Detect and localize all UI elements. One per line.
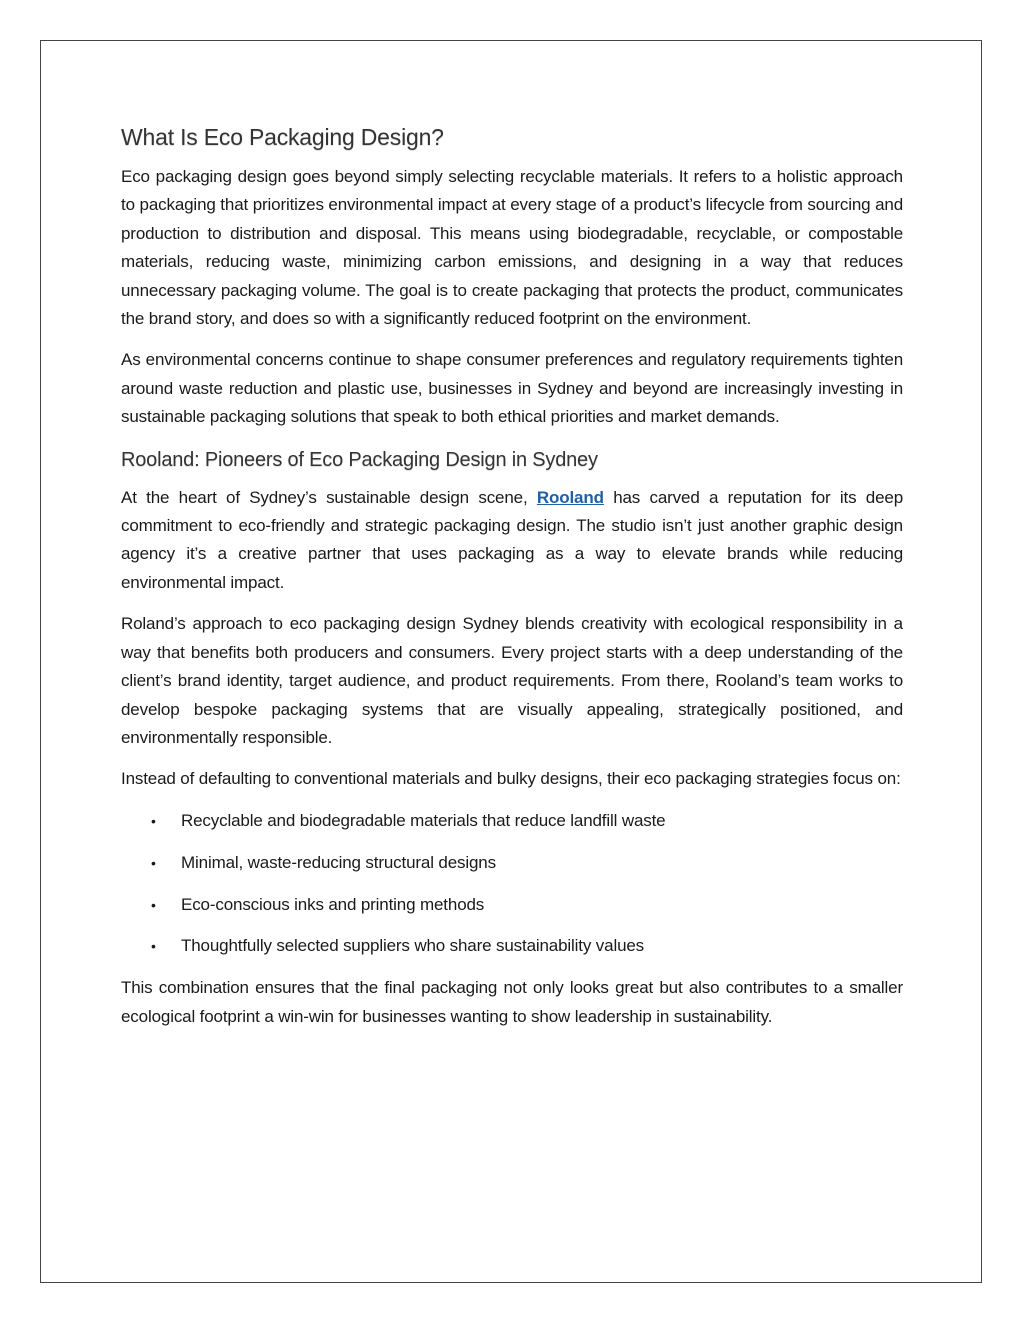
document-body — [121, 120, 903, 1044]
bullet-icon: • — [151, 938, 156, 955]
list-item — [121, 807, 903, 835]
heading-eco-packaging: What Is Eco Packaging Design? — [121, 124, 444, 150]
paragraph-definition: Eco packaging design goes beyond simply selecting recyclable materials. It refers to a holistic approach to packaging that prioritizes environmental impact at every stage of a product’s lifecycle from sourcing and production to distribution and disposal. This means using biodegradable, recyclable, or compostable materials, reducing waste, minimizing carbon emissions, and designing in a way that reduces unnecessary packaging volume. The goal is to create packaging that protects the product, communicates the brand story, and does so with a significantly reduced footprint on the environment. — [121, 167, 903, 329]
paragraph-strategies-intro: Instead of defaulting to conventional materials and bulky designs, their eco packaging strategies focus on: — [121, 769, 901, 789]
paragraph-conclusion: This combination ensures that the final packaging not only looks great but also contributes to a smaller ecological footprint a win-win for businesses wanting to show leadership in sustainability. — [121, 978, 903, 1026]
intro-text-after: has carved a reputation for its deep commitment to eco-friendly and strategic packaging design. The studio isn’t just another graphic design agency it’s a creative partner that uses packaging as a way to elevate brands while reducing environmental impact. — [121, 487, 903, 592]
bullet-icon: • — [151, 854, 156, 871]
list-item — [121, 849, 903, 877]
strategy-list — [121, 807, 903, 961]
paragraph-roland-approach: Roland’s approach to eco packaging design Sydney blends creativity with ecological responsibility in a way that benefits both producers and consumers. Every project starts with a deep understanding of the client’s brand identity, target audience, and product requirements. From there, Rooland’s team works to develop bespoke packaging systems that are visually appealing, strategically positioned, and environmentally responsible. — [121, 614, 903, 747]
bullet-icon: • — [151, 812, 156, 829]
list-item-text: Eco-conscious inks and printing methods — [181, 894, 485, 914]
paragraph-rooland-intro — [121, 484, 903, 598]
list-item-text: Recyclable and biodegradable materials that reduce landfill waste — [181, 810, 666, 830]
bullet-icon: • — [151, 896, 156, 913]
rooland-link[interactable]: Rooland — [536, 487, 604, 507]
list-item-text: Thoughtfully selected suppliers who share sustainability values — [181, 936, 645, 956]
paragraph-environmental-concerns: As environmental concerns continue to shape consumer preferences and regulatory requirements tighten around waste reduction and plastic use, businesses in Sydney and beyond are increasingly investing in sustainable packaging solutions that speak to both ethical priorities and market demands. — [121, 350, 903, 427]
list-item — [121, 932, 903, 960]
intro-text-before: At the heart of Sydney’s sustainable design scene, — [121, 487, 537, 507]
list-item — [121, 891, 903, 919]
heading-rooland-pioneers: Rooland: Pioneers of Eco Packaging Design in Sydney — [121, 448, 598, 471]
list-item-text: Minimal, waste-reducing structural designs — [181, 852, 496, 872]
